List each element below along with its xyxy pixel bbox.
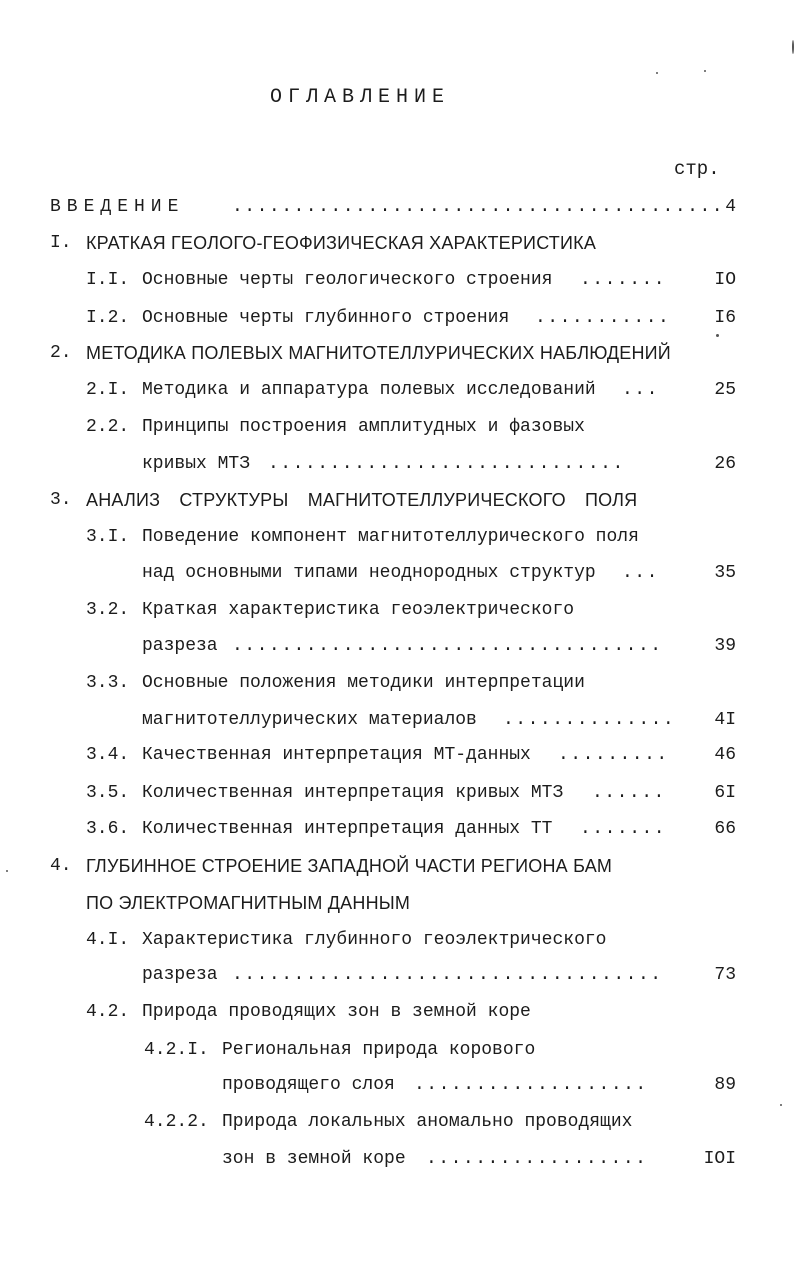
toc-entry-intro[interactable]: [0, 192, 797, 222]
toc-page-number: 39: [714, 636, 736, 656]
toc-entry-number: 4.2.: [86, 1002, 130, 1022]
toc-entry-4-2-2[interactable]: [0, 1107, 797, 1137]
toc-entry-text: Количественная интерпретация кривых МТЗ: [142, 783, 564, 803]
toc-section-number: 3.: [50, 490, 72, 510]
toc-entry-text-cont: разреза: [142, 965, 218, 985]
toc-entry-3-2[interactable]: [0, 595, 797, 625]
toc-entry-text-cont: проводящего слоя: [222, 1075, 395, 1095]
toc-entry-number: 3.I.: [86, 527, 130, 547]
toc-entry-4-2-1-cont[interactable]: [0, 1070, 797, 1100]
toc-entry-text-cont: разреза: [142, 636, 218, 656]
toc-entry-3-3-cont[interactable]: [0, 705, 797, 735]
toc-section-number: I.: [50, 233, 72, 253]
toc-entry-number: 4.I.: [86, 930, 130, 950]
toc-entry-number: 2.2.: [86, 417, 130, 437]
toc-entry-text: Основные черты геологического строения: [142, 270, 553, 290]
toc-leader-dots: ...: [622, 380, 659, 400]
toc-entry-3-1-cont[interactable]: [0, 558, 797, 588]
toc-page-number: IOI: [703, 1149, 736, 1169]
toc-section-title: АНАЛИЗ СТРУКТУРЫ МАГНИТОТЕЛЛУРИЧЕСКОГО ПОЛЯ: [86, 490, 638, 510]
page-title: ОГЛАВЛЕНИЕ: [269, 86, 451, 109]
toc-page-number: 46: [714, 745, 736, 765]
toc-page-number: IO: [714, 270, 736, 290]
toc-entry-1-2[interactable]: [0, 303, 797, 333]
toc-entry-3-5[interactable]: [0, 778, 797, 808]
toc-section-1[interactable]: [0, 228, 797, 258]
toc-entry-text: Основные черты глубинного строения: [142, 308, 510, 328]
toc-entry-2-1[interactable]: [0, 375, 797, 405]
scan-speck: [780, 1104, 782, 1106]
toc-entry-3-1[interactable]: [0, 522, 797, 552]
toc-section-title-cont: ПО ЭЛЕКТРОМАГНИТНЫМ ДАННЫМ: [86, 893, 411, 913]
toc-entry-4-2-2-cont[interactable]: [0, 1144, 797, 1174]
toc-page-number: 6I: [714, 783, 736, 803]
toc-entry-text-cont: кривых МТЗ: [142, 454, 251, 474]
toc-section-title: КРАТКАЯ ГЕОЛОГО-ГЕОФИЗИЧЕСКАЯ ХАРАКТЕРИСТИКА: [86, 233, 597, 253]
toc-page-number: I6: [714, 308, 736, 328]
toc-page-number: 66: [714, 819, 736, 839]
toc-entry-3-4[interactable]: [0, 740, 797, 770]
toc-entry-text: Качественная интерпретация МТ-данных: [142, 745, 531, 765]
toc-leader-dots: ...................................: [232, 965, 663, 985]
scan-speck: [6, 870, 8, 872]
toc-entry-2-2[interactable]: [0, 412, 797, 442]
toc-page-number: 35: [714, 563, 736, 583]
toc-entry-number: 3.5.: [86, 783, 130, 803]
scan-speck: [704, 70, 706, 72]
toc-page-number: 89: [714, 1075, 736, 1095]
toc-entry-text-cont: зон в земной коре: [222, 1149, 406, 1169]
scan-speck: [792, 40, 794, 54]
toc-entry-4-2-1[interactable]: [0, 1035, 797, 1065]
toc-section-4-cont[interactable]: [0, 888, 797, 918]
toc-entry-text: Природа проводящих зон в земной коре: [142, 1002, 531, 1022]
toc-leader-dots: .........: [558, 745, 669, 765]
toc-entry-2-2-cont[interactable]: [0, 449, 797, 479]
toc-entry-4-1-cont[interactable]: [0, 960, 797, 990]
toc-section-3[interactable]: [0, 485, 797, 515]
toc-leader-dots: ..................: [426, 1149, 648, 1169]
toc-entry-3-6[interactable]: [0, 814, 797, 844]
toc-leader-dots: ...................................: [232, 636, 663, 656]
toc-section-title: ГЛУБИННОЕ СТРОЕНИЕ ЗАПАДНОЙ ЧАСТИ РЕГИОНА БАМ: [86, 856, 613, 876]
toc-entry-text: Количественная интерпретация данных ТТ: [142, 819, 553, 839]
toc-leader-dots: ...................: [414, 1075, 648, 1095]
toc-entry-number: 3.4.: [86, 745, 130, 765]
toc-entry-text: Краткая характеристика геоэлектрического: [142, 600, 575, 620]
toc-entry-text: Природа локальных аномально проводящих: [222, 1112, 633, 1132]
toc-entry-text: Характеристика глубинного геоэлектрического: [142, 930, 607, 950]
toc-leader-dots: ...: [622, 563, 659, 583]
toc-entry-text-cont: магнитотеллурических материалов: [142, 710, 477, 730]
toc-entry-text-cont: над основными типами неоднородных структур: [142, 563, 596, 583]
toc-leader-dots: ........................................: [232, 197, 725, 217]
toc-entry-3-3[interactable]: [0, 668, 797, 698]
toc-leader-dots: .............................: [268, 454, 625, 474]
toc-page-number: 4I: [714, 710, 736, 730]
toc-page-number: 25: [714, 380, 736, 400]
toc-entry-3-2-cont[interactable]: [0, 631, 797, 661]
toc-entry-number: I.I.: [86, 270, 130, 290]
toc-page-number: 26: [714, 454, 736, 474]
toc-page-number: 73: [714, 965, 736, 985]
toc-section-2[interactable]: [0, 338, 797, 368]
page-column-label: стр.: [674, 158, 720, 180]
toc-leader-dots: .......: [580, 819, 667, 839]
toc-leader-dots: ..............: [503, 710, 676, 730]
scan-speck: [716, 334, 719, 337]
toc-section-title: МЕТОДИКА ПОЛЕВЫХ МАГНИТОТЕЛЛУРИЧЕСКИХ НАБЛЮДЕНИЙ: [86, 343, 671, 363]
toc-entry-1-1[interactable]: [0, 265, 797, 295]
toc-entry-number: 4.2.I.: [144, 1040, 209, 1060]
toc-entry-4-2[interactable]: [0, 997, 797, 1027]
scan-speck: [656, 72, 658, 74]
toc-section-number: 4.: [50, 856, 72, 876]
toc-entry-number: 2.I.: [86, 380, 130, 400]
toc-entry-number: I.2.: [86, 308, 130, 328]
toc-section-number: 2.: [50, 343, 72, 363]
toc-entry-text: Методика и аппаратура полевых исследований: [142, 380, 596, 400]
toc-entry-number: 3.2.: [86, 600, 130, 620]
toc-section-4[interactable]: [0, 851, 797, 881]
toc-entry-text: Региональная природа корового: [222, 1040, 536, 1060]
toc-entry-text: Основные положения методики интерпретации: [142, 673, 585, 693]
toc-entry-number: 3.3.: [86, 673, 130, 693]
toc-entry-number: 3.6.: [86, 819, 130, 839]
toc-leader-dots: ......: [592, 783, 666, 803]
toc-leader-dots: .......: [580, 270, 667, 290]
toc-entry-text: ВВЕДЕНИЕ: [50, 197, 185, 217]
toc-entry-text: Поведение компонент магнитотеллурического поля: [142, 527, 639, 547]
toc-entry-4-1[interactable]: [0, 925, 797, 955]
toc-entry-text: Принципы построения амплитудных и фазовых: [142, 417, 585, 437]
toc-entry-number: 4.2.2.: [144, 1112, 209, 1132]
toc-leader-dots: ...........: [535, 308, 671, 328]
toc-page-number: 4: [725, 197, 736, 217]
